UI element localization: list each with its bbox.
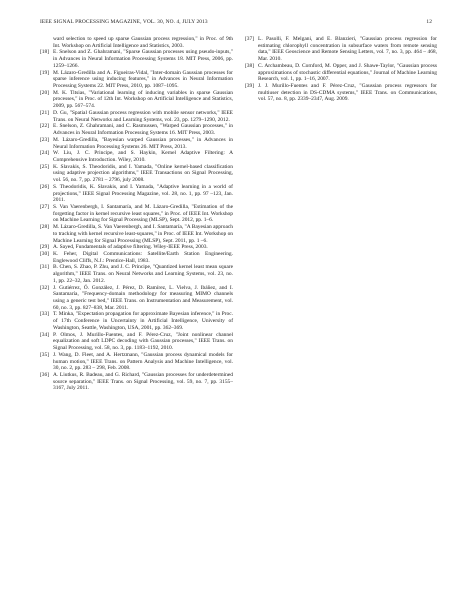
reference-entry (40, 90, 233, 110)
reference-entry (40, 164, 233, 184)
reference-text: J. J. Murillo-Fuentes and F. Pérez-Cruz, "Gaussian process regressors for multiuser detection in DS-CDMA systems," IEEE Trans. on Communications, vol. 57, no. 8, pp. 2339–2347, Aug. 2009. (258, 83, 437, 103)
reference-text: ward selection to speed up sparse Gaussian process regression," in Proc. of 9th Int. Workshop on Artificial Intelligence and Statistics, 2003. (53, 36, 233, 49)
reference-number: [25] (40, 163, 50, 170)
reference-number: [31] (40, 264, 50, 271)
reference-text: K. Slavakis, S. Theodoridis, and I. Yamada, "Online kernel-based classification using adaptive projection algorithms," IEEE Transactions on Signal Processing, vol. 56, no. 7, pp. 2781 – 2796, july 2008. (53, 163, 233, 184)
reference-number: [38] (245, 62, 255, 69)
reference-text: L. Pasolli, F. Melgani, and E. Blanzieri, "Gaussian process regression for estimating chlorophyll concentration in subsurface waters from remote sensing data," IEEE Geoscience and Remote Sensing Letters, vol. 7, no. 3, pp. 464 – 468, Mar. 2010. (258, 36, 437, 63)
reference-entry (40, 137, 233, 150)
reference-entry (40, 332, 233, 352)
page-number: 12 (426, 19, 432, 25)
running-head (40, 19, 432, 25)
references-right-column (245, 36, 437, 103)
reference-text: M. Lázaro-Gredilla, S. Van Vaerenbergh, and I. Santamaría, "A Bayesian approach to tracking with kernel recursive least-squares," in Proc. of IEEE Int. Workshop on Machine Learning for Signal Processing (MLSP), Sept. 2011, pp. 1 –6. (53, 224, 234, 244)
reference-entry (40, 49, 233, 69)
reference-number: [27] (40, 203, 50, 210)
reference-number: [20] (40, 89, 50, 96)
journal-header: IEEE SIGNAL PROCESSING MAGAZINE, VOL. 30, NO. 4, JULY 2013 (40, 19, 208, 25)
reference-number: [30] (40, 251, 50, 257)
reference-number: [23] (40, 136, 50, 143)
reference-number: [22] (40, 123, 50, 130)
reference-number: [24] (40, 150, 50, 157)
reference-text: M. K. Titsias, "Variational learning of inducing variables in sparse Gaussian processes," in Proc. of 12th Int. Workshop on Artificial Intelligence and Statistics, 2009, pp. 567–574. (53, 89, 233, 110)
reference-number: [28] (40, 224, 50, 231)
reference-entry (40, 285, 233, 312)
reference-text: E. Snelson and Z. Ghahramani, "Sparse Gaussian processes using pseudo-inputs," in Advances in Neural Information Processing Systems 18. MIT Press, 2006, pp. 1259–1266. (53, 49, 233, 69)
reference-number: [33] (40, 311, 50, 318)
reference-text: C. Archambeau, D. Cornford, M. Opper, and J. Shawe-Taylor, "Gaussian process approximations of stochastic differential equations," Journal of Machine Learning Research, vol. 1, pp. 1–16, 2007. (258, 62, 437, 83)
reference-text: A. Liutkus, R. Badeau, and G. Richard, "Gaussian processes for underdetermined source separation," IEEE Trans. on Signal Processing, vol. 59, no. 7, pp. 3155–3167, July 2011. (53, 371, 233, 392)
reference-entry (40, 70, 233, 90)
reference-text: J. Wang, D. Fleet, and A. Hertzmann, "Gaussian process dynamical models for human motion," IEEE Trans. on Pattern Analysis and Machine Intelligence, vol. 30, no. 2, pp. 283 – 298, Feb. 2008. (53, 351, 233, 372)
references-left-column (40, 36, 233, 392)
reference-number: [21] (40, 109, 50, 116)
reference-text: W. Liu, J. C. Principe, and S. Haykin, Kernel Adaptive Filtering: A Comprehensive Introduction. Wiley, 2010. (53, 150, 233, 163)
reference-text: P. Olmos, J. Murillo-Fuentes, and F. Pérez-Cruz, "Joint nonlinear channel equalization and soft LDPC decoding with Gaussian processes," IEEE Trans. on Signal Processing, vol. 58, no. 3, pp. 1183–1192, 2010. (53, 331, 233, 352)
reference-entry (40, 264, 233, 284)
reference-number: [37] (245, 36, 255, 42)
reference-entry (40, 36, 233, 49)
reference-number: [18] (40, 49, 50, 56)
reference-entry (40, 184, 233, 204)
reference-text: T. Minka, "Expectation propagation for approximate Bayesian inference," in Proc. of 17th Conference in Uncertainty in Artificial Intelligence, University of Washington, Seattle, Washington, USA, 2001, pp. 362–369. (53, 311, 233, 331)
reference-number: [26] (40, 183, 50, 190)
reference-number: [36] (40, 371, 50, 378)
reference-number: [29] (40, 244, 50, 251)
reference-entry (245, 63, 437, 83)
reference-text: S. Van Vaerenbergh, I. Santamaría, and M. Lázaro-Gredilla, "Estimation of the forgetting factor in kernel recursive least squares," in Proc. of IEEE Int. Workshop on Machine Learning for Signal Processing (MLSP), Sept. 2012, pp. 1–6. (53, 203, 233, 224)
reference-entry (245, 83, 437, 103)
reference-number: [34] (40, 331, 50, 338)
reference-entry (40, 372, 233, 392)
reference-entry (40, 150, 233, 163)
reference-text: J. Gutiérrez, Ó. González, J. Pérez, D. Ramírez, L. Vielva, J. Ibáñez, and I. Santamaría, "Frequency-domain methodology for measuring MIMO channels using a generic test bed," IEEE Trans. on Instrumentation and Measurement, vol. 60, no. 3, pp. 827–838, Mar. 2011. (53, 284, 233, 311)
reference-entry (245, 36, 437, 63)
reference-number: [39] (245, 83, 255, 90)
reference-entry (40, 352, 233, 372)
reference-text: M. Lázaro-Gredilla, "Bayesian warped Gaussian processes," in Advances in Neural Information Processing Systems 26. MIT Press, 2013. (53, 136, 233, 150)
reference-entry (40, 110, 233, 123)
reference-entry (40, 224, 233, 244)
reference-text: E. Snelson, Z. Ghahramani, and C. Rasmussen, "Warped Gaussian processes," in Advances in Neural Information Processing Systems 16. MIT Press, 2003. (53, 123, 233, 137)
reference-text: K. Feher, Digital Communications: Satellite/Earth Station Engineering. Englewood Cliffs, N.J.: Prentice-Hall, 1983. (53, 251, 233, 264)
reference-entry (40, 123, 233, 136)
reference-entry (40, 204, 233, 224)
reference-text: A. Sayed, Fundamentals of adaptive filtering. Wiley-IEEE Press, 2003. (53, 244, 208, 251)
reference-text: M. Lázaro-Gredilla and A. Figueiras-Vidal, "Inter-domain Gaussian processes for sparse inference using inducing features," in Advances in Neural Information Processing Systems 22. MIT Press, 2010, pp. 1087–1095. (53, 69, 233, 90)
reference-entry (40, 244, 233, 251)
reference-text: D. Gu, "Spatial Gaussian process regression with mobile sensor networks," IEEE Trans. on Neural Networks and Learning Systems, vol. 23, pp. 1279–1290, 2012. (53, 109, 233, 123)
reference-entry (40, 251, 233, 264)
reference-number: [32] (40, 284, 50, 291)
reference-entry (40, 311, 233, 331)
reference-text: B. Chen, S. Zhao, P. Zhu, and J. C. Principe, "Quantized kernel least mean square algorithm," IEEE Trans. on Neural Networks and Learning Systems, vol. 23, no. 1, pp. 22–32, Jan. 2012. (53, 264, 233, 284)
reference-number: [35] (40, 351, 50, 358)
reference-text: S. Theodoridis, K. Slavakis, and I. Yamada, "Adaptive learning in a world of projections," IEEE Signal Processing Magazine, vol. 28, no. 1, pp. 97 –123, Jan. 2011. (53, 183, 233, 204)
reference-number: [19] (40, 69, 50, 76)
